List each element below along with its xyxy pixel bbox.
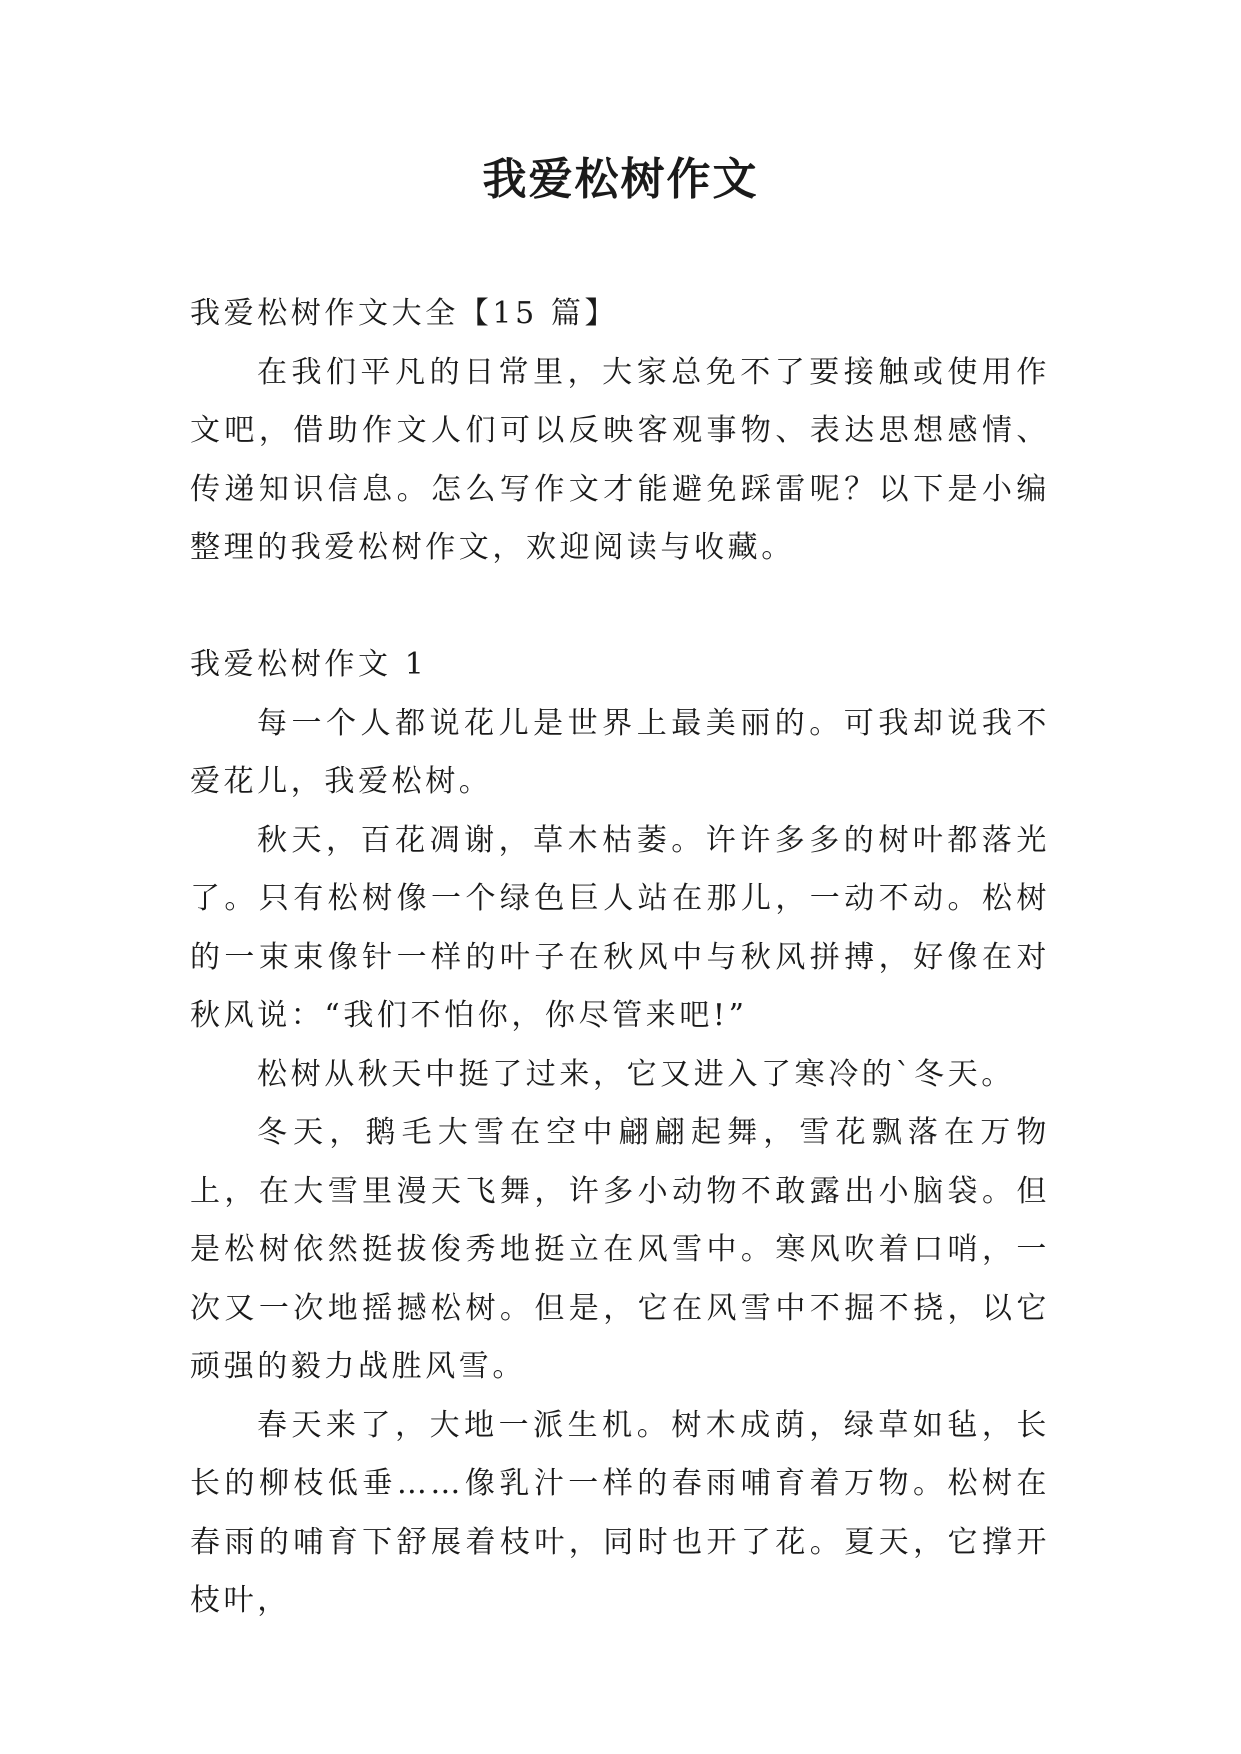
- body-paragraph: 春天来了，大地一派生机。树木成荫，绿草如毡，长长的柳枝低垂……像乳汁一样的春雨哺育着万物。松树在春雨的哺育下舒展着枝叶，同时也开了花。夏天，它撑开枝叶，: [190, 1407, 1050, 1618]
- body-paragraph: 秋天，百花凋谢，草木枯萎。许许多多的树叶都落光了。只有松树像一个绿色巨人站在那儿，一动不动。松树的一束束像针一样的叶子在秋风中与秋风拼搏，好像在对秋风说：“我们不怕你，你尽管来吧!”: [190, 822, 1050, 1033]
- section-spacer: [190, 578, 1050, 637]
- section-heading: 我爱松树作文 1: [190, 647, 428, 682]
- body-paragraph: 松树从秋天中挺了过来，它又进入了寒冷的`冬天。: [257, 1056, 1015, 1092]
- document-title: 我爱松树作文: [482, 154, 759, 205]
- body-paragraph: 每一个人都说花儿是世界上最美丽的。可我却说我不爱花儿，我爱松树。: [190, 705, 1050, 799]
- document-subtitle: 我爱松树作文大全【15 篇】: [190, 296, 619, 331]
- document-body: [190, 285, 1050, 1631]
- intro-paragraph: 在我们平凡的日常里，大家总免不了要接触或使用作文吧，借助作文人们可以反映客观事物、表达思想感情、传递知识信息。怎么写作文才能避免踩雷呢？以下是小编整理的我爱松树作文，欢迎阅读与收藏。: [190, 354, 1050, 565]
- body-paragraph: 冬天，鹅毛大雪在空中翩翩起舞，雪花飘落在万物上，在大雪里漫天飞舞，许多小动物不敢露出小脑袋。但是松树依然挺拔俊秀地挺立在风雪中。寒风吹着口哨，一次又一次地摇撼松树。但是，它在风雪中不掘不挠，以它顽强的毅力战胜风雪。: [190, 1115, 1050, 1384]
